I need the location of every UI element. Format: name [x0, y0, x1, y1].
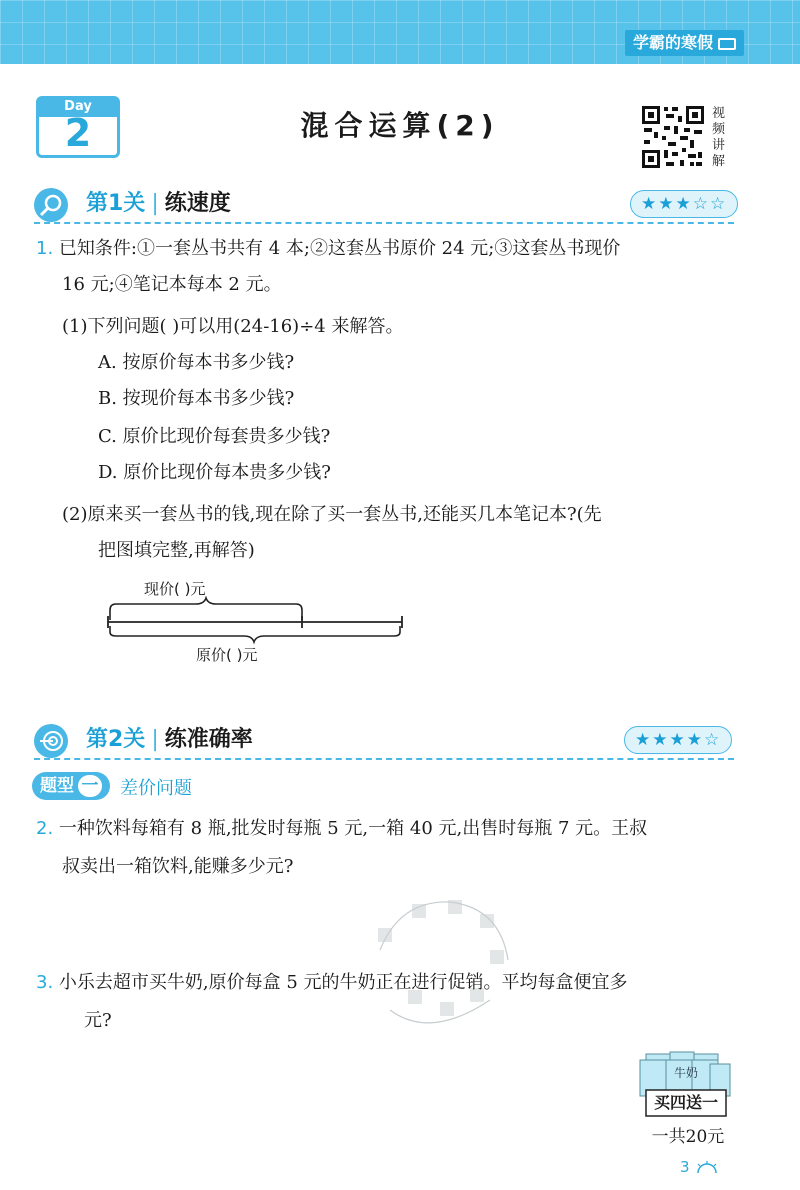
question-2-text: 一种饮料每箱有 8 瓶,批发时每瓶 5 元,一箱 40 元,出售时每瓶 7 元。王叔 — [58, 818, 648, 839]
question-3-text: 小乐去超市买牛奶,原价每盒 5 元的牛奶正在进行促销。平均每盒便宜多 — [58, 972, 628, 993]
question-number: 2. — [36, 818, 54, 839]
original-price-label: 原价( )元 — [196, 646, 258, 664]
page-title: 混合运算(2) — [300, 109, 500, 142]
qr-caption-char: 解 — [712, 154, 726, 169]
section-divider: | — [151, 191, 159, 216]
promo-text: 买四送一 — [653, 1093, 718, 1112]
section-1-number: 第1关 — [86, 191, 146, 216]
option-b: B. 按现价每本书多少钱? — [98, 388, 295, 409]
brand-tag-text: 学霸的寒假 — [632, 33, 713, 52]
section-1-title — [86, 186, 231, 217]
day-label: Day — [39, 99, 117, 117]
milk-boxes-illustration — [638, 1050, 734, 1126]
page-number-text: 3 — [680, 1158, 690, 1176]
section-2-name: 练准确率 — [164, 727, 253, 752]
question-type-name: 差价问题 — [120, 778, 192, 799]
qr-code[interactable] — [640, 104, 706, 170]
section-1-header — [34, 186, 734, 224]
milk-total: 一共20元 — [651, 1127, 725, 1147]
section-2-title — [86, 722, 253, 753]
qr-caption — [712, 106, 728, 170]
difficulty-stars: ★★★★☆ — [624, 726, 732, 754]
question-1-part2-line1: (2)原来买一套丛书的钱,现在除了买一套丛书,还能买几本笔记本?(先 — [62, 504, 602, 525]
question-2-line1 — [36, 816, 647, 842]
question-type-index: 一 — [78, 775, 102, 797]
page-number — [680, 1158, 720, 1176]
section-divider: | — [151, 727, 159, 752]
option-a: A. 按原价每本书多少钱? — [98, 352, 295, 373]
target-icon — [34, 724, 68, 758]
option-d: D. 原价比现价每本贵多少钱? — [98, 462, 331, 483]
question-number: 1. — [36, 238, 54, 259]
qr-caption-char: 讲 — [712, 138, 726, 153]
question-1-line1 — [36, 236, 620, 262]
magnifier-icon — [34, 188, 68, 222]
qr-caption-char: 频 — [712, 122, 726, 137]
section-2-header — [34, 722, 734, 760]
question-1-text: 已知条件:①一套丛书共有 4 本;②这套丛书原价 24 元;③这套丛书现价 — [58, 238, 621, 259]
question-2-line2: 叔卖出一箱饮料,能赚多少元? — [62, 856, 294, 877]
question-1-part1: (1)下列问题( )可以用(24-16)÷4 来解答。 — [62, 316, 404, 337]
question-1-part2-line2: 把图填完整,再解答) — [98, 540, 255, 561]
option-c: C. 原价比现价每套贵多少钱? — [98, 426, 331, 447]
question-number: 3. — [36, 972, 54, 993]
sun-icon — [694, 1161, 720, 1175]
segment-diagram — [104, 596, 404, 646]
brand-tag — [625, 30, 744, 56]
section-1-name: 练速度 — [164, 191, 231, 216]
book-icon — [718, 38, 736, 50]
difficulty-stars: ★★★☆☆ — [630, 190, 738, 218]
section-2-number: 第2关 — [86, 727, 146, 752]
current-price-label: 现价( )元 — [144, 580, 206, 598]
qr-caption-char: 视 — [712, 106, 726, 121]
question-3-line2: 元? — [84, 1010, 112, 1031]
watermark-stamp — [360, 890, 520, 1040]
milk-box-label: 牛奶 — [673, 1066, 698, 1080]
question-1-line2: 16 元;④笔记本每本 2 元。 — [62, 274, 282, 295]
question-3-line1 — [36, 970, 628, 996]
question-type-pill — [32, 772, 110, 800]
question-type-label: 题型 — [40, 776, 74, 796]
day-number: 2 — [64, 111, 92, 155]
